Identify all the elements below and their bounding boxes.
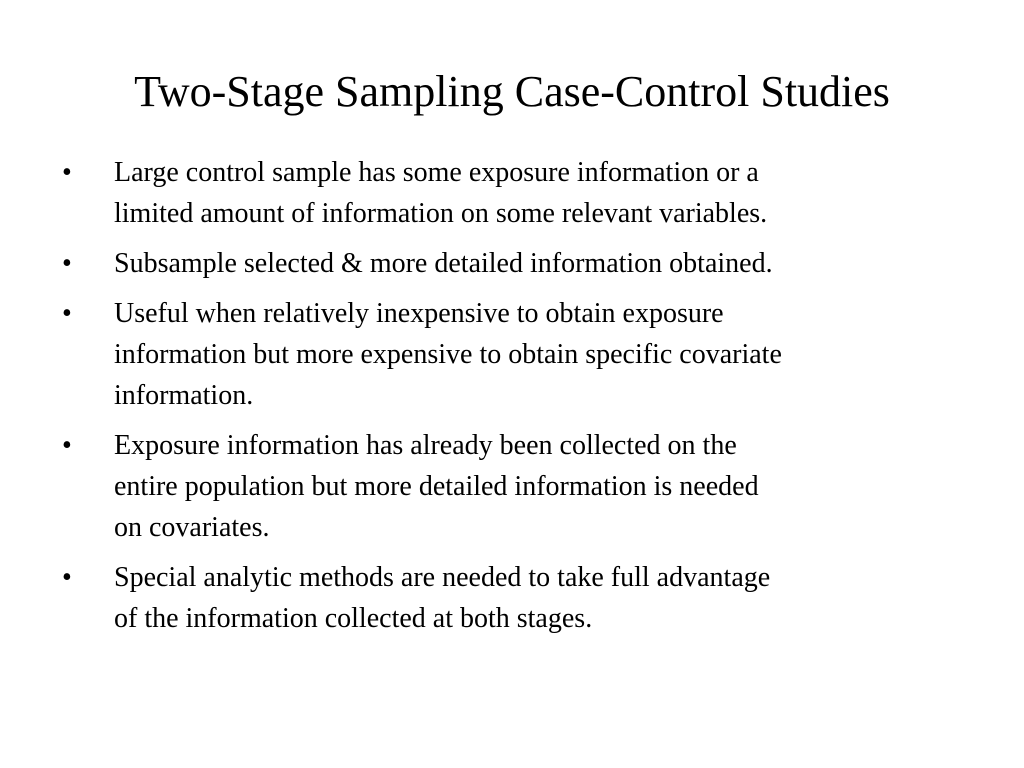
bullet-line: on covariates.	[114, 512, 270, 543]
bullet-item-3	[62, 293, 942, 416]
bullet-text	[114, 293, 942, 416]
bullet-line: Subsample selected & more detailed information obtained.	[114, 248, 773, 279]
bullet-text	[114, 152, 942, 234]
bullet-line: Special analytic methods are needed to take full advantage	[114, 562, 771, 593]
bullet-item-2	[62, 243, 942, 284]
bullet-line: Exposure information has already been collected on the	[114, 430, 737, 461]
bullet-line: Large control sample has some exposure information or a	[114, 157, 759, 188]
slide-title: Two-Stage Sampling Case-Control Studies	[134, 67, 890, 116]
bullet-list	[62, 152, 942, 648]
bullet-marker: •	[62, 248, 72, 279]
bullet-item-5	[62, 557, 942, 639]
bullet-text	[114, 425, 942, 548]
bullet-line: information but more expensive to obtain specific covariate	[114, 339, 782, 370]
bullet-line: Useful when relatively inexpensive to obtain exposure	[114, 298, 724, 329]
bullet-marker: •	[62, 157, 72, 188]
bullet-text	[114, 557, 942, 639]
bullet-line: limited amount of information on some relevant variables.	[114, 198, 768, 229]
bullet-line: information.	[114, 380, 254, 411]
bullet-line: of the information collected at both stages.	[114, 603, 593, 634]
bullet-marker: •	[62, 430, 72, 461]
bullet-marker: •	[62, 562, 72, 593]
bullet-text	[114, 243, 942, 284]
bullet-line: entire population but more detailed information is needed	[114, 471, 759, 502]
bullet-marker: •	[62, 298, 72, 329]
bullet-item-1	[62, 152, 942, 234]
bullet-item-4	[62, 425, 942, 548]
